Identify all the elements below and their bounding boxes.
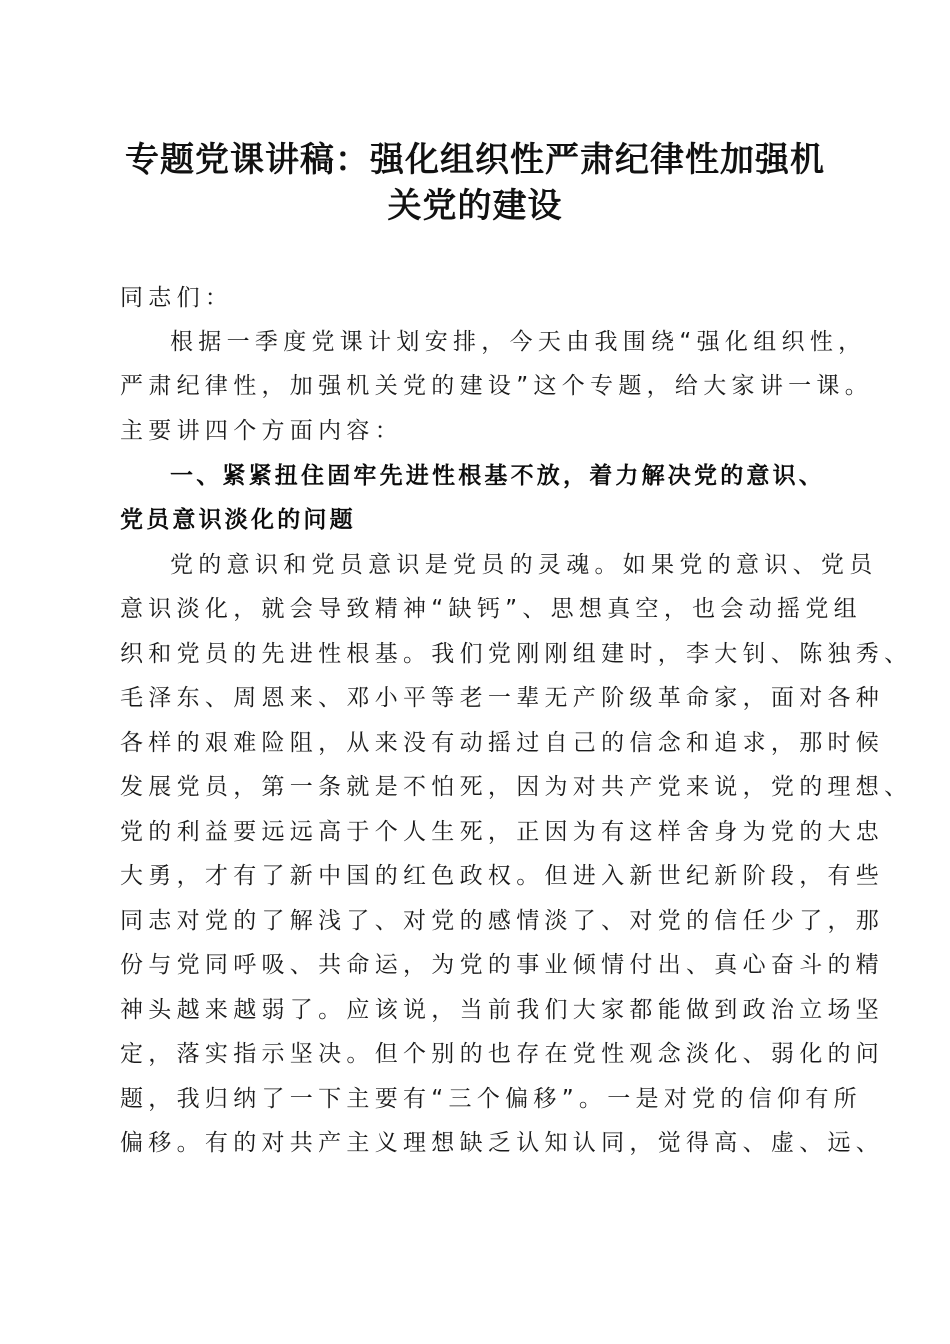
- section-heading-line-2: 党员意识淡化的问题: [120, 507, 356, 533]
- body-line-2: 意识淡化，就会导致精神“缺钙”、思想真空，也会动摇党组: [120, 596, 862, 622]
- body-line-9: 同志对党的了解浅了、对党的感情淡了、对党的信任少了，那: [120, 908, 885, 934]
- greeting: 同志们：: [120, 285, 234, 311]
- section-heading-line-1: 一、紧紧扭住固牢先进性根基不放，着力解决党的意识、: [170, 463, 825, 489]
- body-line-14: 偏移。有的对共产主义理想缺乏认知认同，觉得高、虚、远、: [120, 1130, 885, 1156]
- body-line-12: 定，落实指示坚决。但个别的也存在党性观念淡化、弱化的问: [120, 1041, 885, 1067]
- body-line-3: 织和党员的先进性根基。我们党刚刚组建时，李大钊、陈独秀、: [120, 641, 913, 667]
- body-line-4: 毛泽东、周恩来、邓小平等老一辈无产阶级革命家，面对各种: [120, 685, 885, 711]
- body-line-1: 党的意识和党员意识是党员的灵魂。如果党的意识、党员: [170, 552, 878, 578]
- body-line-11: 神头越来越弱了。应该说，当前我们大家都能做到政治立场坚: [120, 997, 885, 1023]
- body-line-7: 党的利益要远远高于个人生死，正因为有这样舍身为党的大忠: [120, 819, 885, 845]
- document-title-line-1: 专题党课讲稿：强化组织性严肃纪律性加强机: [125, 140, 825, 180]
- document-title-line-2: 关党的建设: [387, 186, 563, 226]
- body-line-8: 大勇，才有了新中国的红色政权。但进入新世纪新阶段，有些: [120, 863, 885, 889]
- body-line-5: 各样的艰难险阻，从来没有动摇过自己的信念和追求，那时候: [120, 730, 885, 756]
- body-line-6: 发展党员，第一条就是不怕死，因为对共产党来说，党的理想、: [120, 774, 913, 800]
- body-line-10: 份与党同呼吸、共命运，为党的事业倾情付出、真心奋斗的精: [120, 952, 885, 978]
- body-line-13: 题，我归纳了一下主要有“三个偏移”。一是对党的信仰有所: [120, 1086, 862, 1112]
- intro-line-2: 严肃纪律性，加强机关党的建设”这个专题，给大家讲一课。: [120, 373, 874, 399]
- intro-line-1: 根据一季度党课计划安排，今天由我围绕“强化组织性，: [170, 329, 867, 355]
- intro-line-3: 主要讲四个方面内容：: [120, 418, 403, 444]
